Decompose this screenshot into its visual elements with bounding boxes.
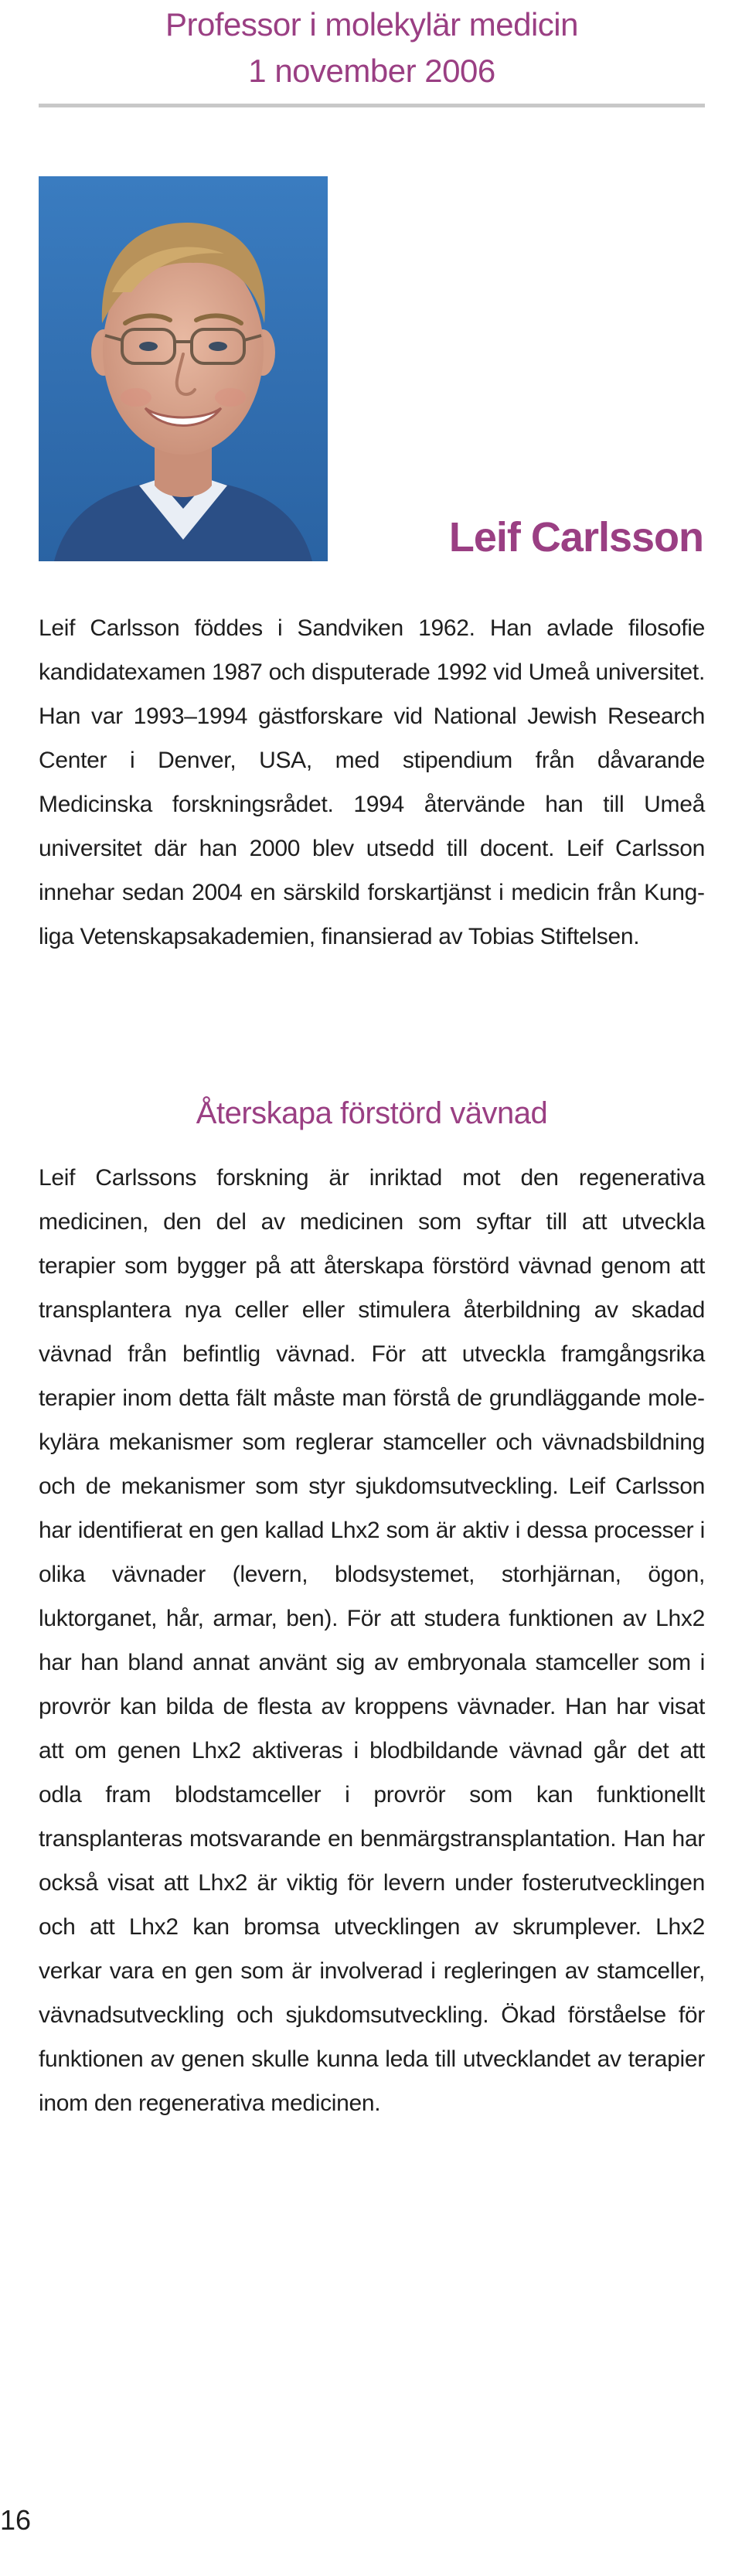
header-title: Professor i molekylär medicin <box>165 6 578 43</box>
page-number: 16 <box>0 2504 32 2536</box>
biography-paragraph: Leif Carlsson föddes i Sandviken 1962. Han avlade filosofie kandidatexamen 1987 och disputerade 1992 vid Umeå universitet. Han var 1993–1994 gästforskare vid National Jewish Research Center i Denver, USA, med stipendium från dåvarande Medicinska forskningsrådet. 1994 återvände han till Umeå universitet där han 2000 blev utsedd till docent. Leif Carlsson innehar sedan 2004 en särskild forskartjänst i medicin från Kungliga Vetenskapsakademien, finansierad av Tobias Stiftelsen. <box>39 615 705 949</box>
research-paragraph: Leif Carlssons forskning är inriktad mot den regenerativa medicinen, den del av medicinen som syftar till att utveckla terapier som bygger på att återskapa förstörd vävnad genom att transplantera nya celler eller stimulera återbildning av skadad vävnad från befintlig vävnad. För att utveckla framgångsrika terapier inom detta fält måste man förstå de grundläggande molekylära mekanismer som reglerar stamceller och vävnadsbildning och de mekanismer som styr sjukdomsutveckling. Leif Carlsson har identifierat en gen kallad Lhx2 som är aktiv i dessa processer i olika vävnader (levern, blodsystemet, storhjärnan, ögon, luktorganet, hår, armar, ben). För att studera funktionen av Lhx2 har han bland annat använt sig av embryonala stamceller som i provrör kan bilda de flesta av kroppens vävnader. Han har visat att om genen Lhx2 aktiveras i blodbildande vävnad går det att odla fram blodstamceller i provrör som kan funktionellt transplanteras motsvarande en benmärgstransplantation. Han har också visat att Lhx2 är viktig för levern under fosterutvecklingen och att Lhx2 kan bromsa utvecklingen av skrumplever. Lhx2 verkar vara en gen som är involverad i regleringen av stamceller, vävnadsutveckling och sjukdomsutveckling. Ökad förståelse för funktionen av genen skulle kunna leda till utvecklandet av terapier inom den regenerativa medicinen. <box>39 1165 705 2116</box>
page-header <box>39 0 705 94</box>
portrait-photo <box>39 176 328 561</box>
header-divider <box>39 104 705 107</box>
section-heading: Återskapa förstörd vävnad <box>196 1096 548 1130</box>
header-date: 1 november 2006 <box>248 53 495 89</box>
person-name: Leif Carlsson <box>448 514 703 561</box>
portrait-illustration <box>39 176 328 561</box>
